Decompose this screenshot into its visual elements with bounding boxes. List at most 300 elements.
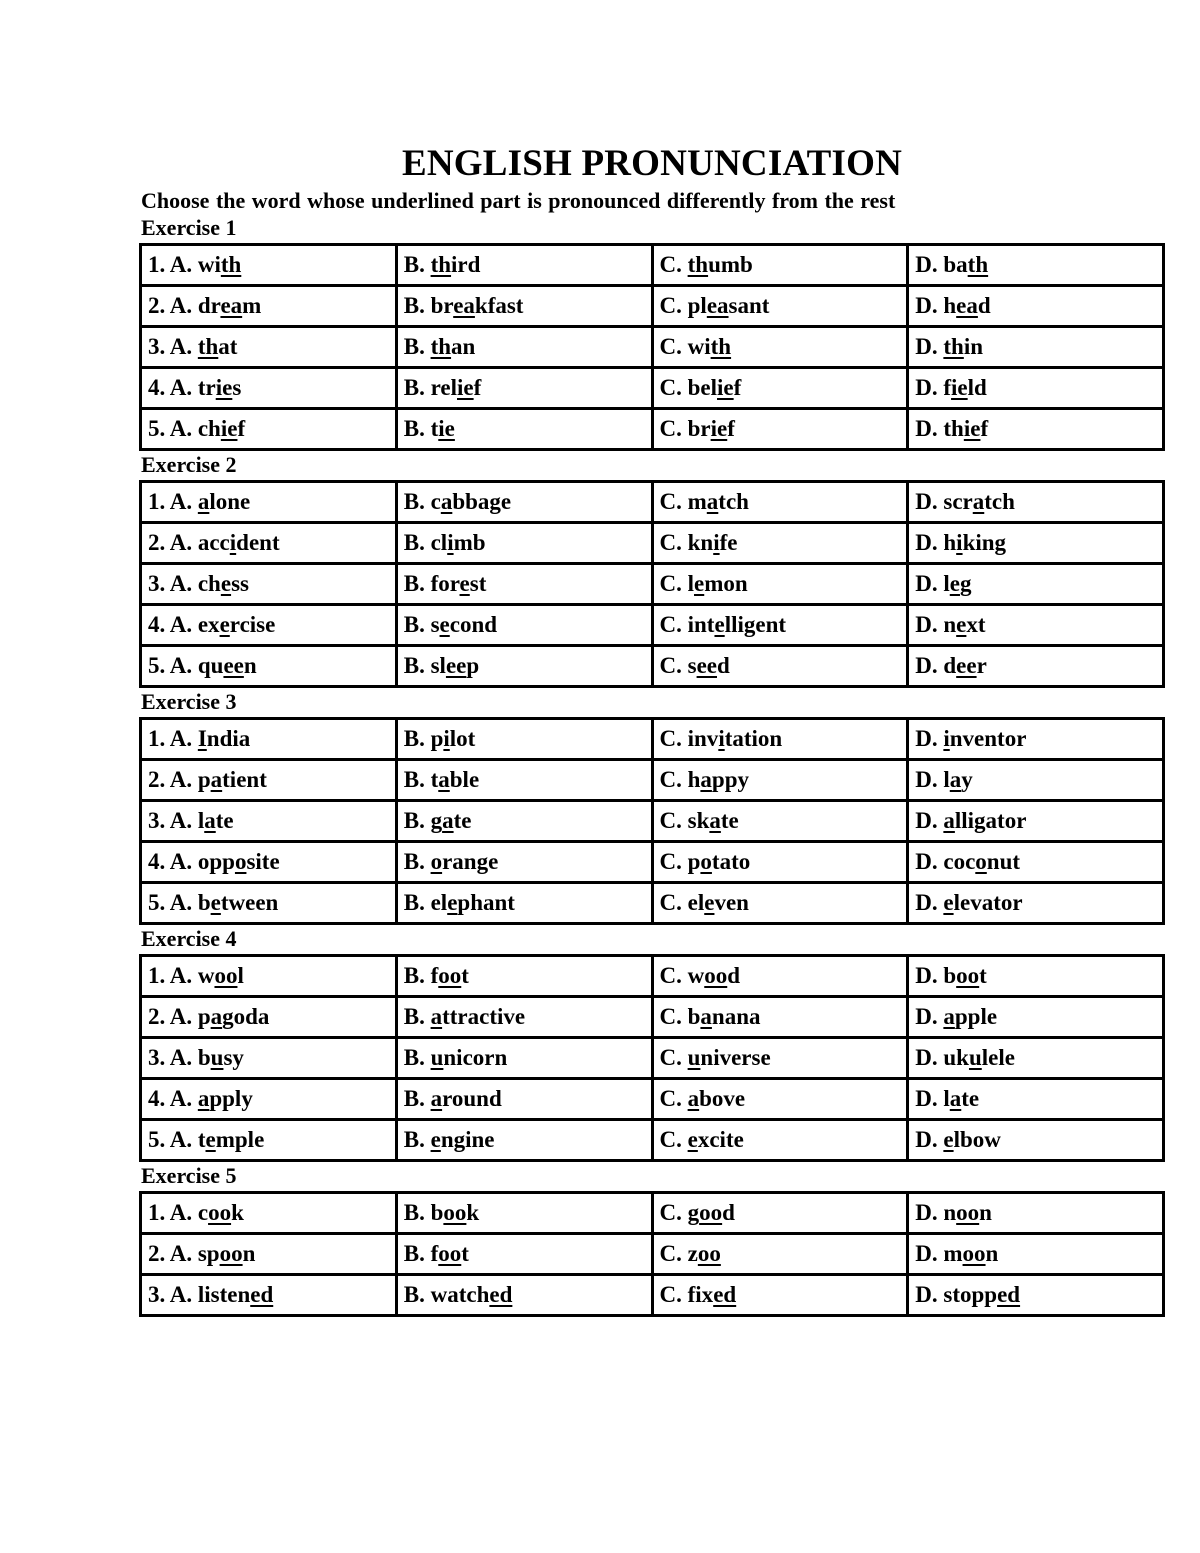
answer-option[interactable]: [396, 801, 652, 842]
answer-option[interactable]: [396, 245, 652, 286]
option-prefix: 1. A.: [148, 963, 198, 988]
word-segment: ven: [714, 890, 749, 915]
underlined-segment: ie: [963, 416, 981, 441]
answer-option[interactable]: [908, 482, 1164, 523]
answer-option[interactable]: [141, 1193, 397, 1234]
word-segment: lele: [981, 1045, 1015, 1070]
answer-option[interactable]: [652, 646, 908, 687]
underlined-segment: o: [700, 849, 712, 874]
option-prefix: C.: [659, 1086, 688, 1111]
answer-option[interactable]: [652, 245, 908, 286]
option-prefix: C.: [659, 489, 688, 514]
word-segment: m: [242, 293, 262, 318]
word-segment: lligent: [724, 612, 787, 637]
word-segment: mon: [704, 571, 748, 596]
instruction-text: Choose the word whose underlined part is pronounced differently from the rest: [141, 188, 896, 213]
underlined-segment: a: [197, 1086, 210, 1111]
option-prefix: 2. A.: [148, 1241, 198, 1266]
question-row: [141, 760, 1164, 801]
answer-option[interactable]: [908, 1275, 1164, 1316]
underlined-segment: i: [447, 530, 454, 555]
worksheet: [139, 140, 1165, 1317]
option-prefix: C.: [659, 571, 688, 596]
underlined-segment: th: [220, 252, 242, 277]
answer-option[interactable]: [908, 286, 1164, 327]
answer-option[interactable]: [908, 801, 1164, 842]
word-segment: range: [442, 849, 499, 874]
answer-option[interactable]: [396, 1038, 652, 1079]
option-prefix: D.: [915, 1241, 944, 1266]
answer-option[interactable]: [396, 327, 652, 368]
answer-option[interactable]: [908, 883, 1164, 924]
answer-option[interactable]: [141, 605, 397, 646]
option-prefix: 2. A.: [148, 767, 198, 792]
underlined-segment: a: [949, 1086, 962, 1111]
underlined-segment: a: [204, 808, 216, 833]
word-segment: tr: [197, 375, 216, 400]
answer-option[interactable]: [141, 801, 397, 842]
option-prefix: D.: [915, 767, 944, 792]
option-prefix: C.: [659, 726, 688, 751]
word-segment: tween: [220, 890, 279, 915]
option-prefix: C.: [659, 1282, 688, 1307]
underlined-segment: th: [710, 334, 732, 359]
answer-option[interactable]: [141, 286, 397, 327]
word-segment: rel: [430, 375, 457, 400]
underlined-segment: i: [229, 530, 237, 555]
word-segment: t: [430, 416, 439, 441]
answer-option[interactable]: [396, 1120, 652, 1161]
answer-option[interactable]: [396, 883, 652, 924]
word-segment: sp: [197, 1241, 220, 1266]
option-prefix: C.: [659, 1127, 688, 1152]
exercise-label: Exercise 1: [141, 215, 237, 240]
word-segment: te: [720, 808, 739, 833]
answer-option[interactable]: [652, 956, 908, 997]
option-prefix: C.: [659, 849, 688, 874]
question-row: [141, 883, 1164, 924]
word-segment: lbow: [953, 1127, 1001, 1152]
word-segment: f: [473, 375, 482, 400]
underlined-segment: a: [210, 1004, 223, 1029]
option-prefix: D.: [915, 416, 944, 441]
word-segment: opp: [197, 849, 235, 874]
underlined-segment: oo: [208, 1200, 232, 1225]
answer-option[interactable]: [908, 605, 1164, 646]
answer-option[interactable]: [141, 1120, 397, 1161]
answer-option[interactable]: [141, 409, 397, 450]
word-segment: p: [687, 849, 701, 874]
word-segment: pple: [954, 1004, 998, 1029]
option-prefix: 4. A.: [148, 612, 198, 637]
answer-option[interactable]: [141, 997, 397, 1038]
answer-option[interactable]: [652, 883, 908, 924]
word-segment: br: [430, 293, 454, 318]
exercise-label: Exercise 3: [141, 689, 237, 714]
underlined-segment: a: [709, 808, 721, 833]
answer-option[interactable]: [908, 564, 1164, 605]
word-segment: f: [430, 963, 439, 988]
exercise-table: [139, 954, 1165, 1162]
word-segment: goda: [222, 1004, 270, 1029]
option-prefix: B.: [403, 489, 431, 514]
word-segment: y: [961, 767, 973, 792]
answer-option[interactable]: [908, 842, 1164, 883]
underlined-segment: ie: [215, 375, 233, 400]
option-prefix: 4. A.: [148, 849, 198, 874]
answer-option[interactable]: [652, 1193, 908, 1234]
underlined-segment: ie: [438, 416, 455, 441]
word-segment: tch: [984, 489, 1015, 514]
word-segment: int: [687, 612, 715, 637]
question-row: [141, 1120, 1164, 1161]
question-row: [141, 1193, 1164, 1234]
word-segment: n: [243, 653, 257, 678]
option-prefix: B.: [403, 849, 431, 874]
answer-option[interactable]: [652, 523, 908, 564]
question-row: [141, 956, 1164, 997]
word-segment: ble: [449, 767, 480, 792]
underlined-segment: e: [219, 612, 230, 637]
exercise-table: [139, 717, 1165, 925]
word-segment: el: [430, 890, 448, 915]
underlined-segment: ed: [250, 1282, 274, 1307]
option-prefix: 4. A.: [148, 1086, 198, 1111]
option-prefix: B.: [403, 1045, 431, 1070]
answer-option[interactable]: [141, 368, 397, 409]
word-segment: d: [722, 1200, 735, 1225]
underlined-segment: a: [210, 767, 223, 792]
answer-option[interactable]: [652, 327, 908, 368]
word-segment: g: [959, 571, 972, 596]
word-segment: d: [977, 293, 991, 318]
answer-option[interactable]: [396, 368, 652, 409]
word-segment: listen: [197, 1282, 251, 1307]
question-row: [141, 286, 1164, 327]
option-prefix: C.: [659, 890, 688, 915]
answer-option[interactable]: [141, 1079, 397, 1120]
word-segment: s: [430, 612, 440, 637]
answer-option[interactable]: [141, 1275, 397, 1316]
answer-option[interactable]: [396, 1275, 652, 1316]
answer-option[interactable]: [908, 760, 1164, 801]
underlined-segment: th: [430, 334, 452, 359]
word-segment: for: [430, 571, 460, 596]
option-prefix: C.: [659, 1241, 688, 1266]
word-segment: sk: [687, 808, 710, 833]
underlined-segment: a: [972, 489, 985, 514]
answer-option[interactable]: [652, 605, 908, 646]
option-prefix: B.: [403, 334, 431, 359]
word-segment: mple: [215, 1127, 265, 1152]
answer-option[interactable]: [908, 997, 1164, 1038]
answer-option[interactable]: [396, 605, 652, 646]
option-prefix: B.: [403, 1282, 431, 1307]
underlined-segment: th: [430, 252, 452, 277]
word-segment: t: [197, 1127, 206, 1152]
answer-option[interactable]: [396, 1234, 652, 1275]
underlined-segment: i: [713, 530, 720, 555]
question-row: [141, 646, 1164, 687]
underlined-segment: oo: [438, 963, 462, 988]
underlined-segment: ed: [997, 1282, 1021, 1307]
answer-option[interactable]: [396, 760, 652, 801]
word-segment: sy: [223, 1045, 244, 1070]
answer-option[interactable]: [652, 719, 908, 760]
option-prefix: 3. A.: [148, 1045, 198, 1070]
answer-option[interactable]: [908, 1193, 1164, 1234]
answer-option[interactable]: [141, 842, 397, 883]
exercise-table: [139, 1191, 1165, 1317]
word-segment: uk: [943, 1045, 969, 1070]
option-prefix: 3. A.: [148, 571, 198, 596]
answer-option[interactable]: [652, 801, 908, 842]
answer-option[interactable]: [141, 327, 397, 368]
word-segment: an: [451, 334, 476, 359]
underlined-segment: a: [949, 767, 962, 792]
underlined-segment: a: [700, 767, 712, 792]
underlined-segment: u: [430, 1045, 444, 1070]
answer-option[interactable]: [652, 1079, 908, 1120]
underlined-segment: u: [968, 1045, 982, 1070]
answer-option[interactable]: [652, 1234, 908, 1275]
word-segment: ndia: [206, 726, 251, 751]
underlined-segment: e: [943, 890, 954, 915]
answer-option[interactable]: [396, 646, 652, 687]
option-prefix: B.: [403, 293, 431, 318]
option-prefix: D.: [915, 1127, 944, 1152]
answer-option[interactable]: [908, 1234, 1164, 1275]
option-prefix: D.: [915, 808, 944, 833]
underlined-segment: i: [718, 726, 725, 751]
answer-option[interactable]: [652, 482, 908, 523]
option-prefix: D.: [915, 963, 944, 988]
word-segment: w: [197, 963, 215, 988]
word-segment: wi: [687, 334, 711, 359]
underlined-segment: oo: [219, 1241, 243, 1266]
word-segment: mb: [453, 530, 486, 555]
answer-option[interactable]: [396, 286, 652, 327]
word-segment: b: [943, 963, 957, 988]
answer-option[interactable]: [652, 286, 908, 327]
option-prefix: C.: [659, 252, 688, 277]
word-segment: acc: [197, 530, 230, 555]
word-segment: pply: [209, 1086, 253, 1111]
word-segment: ird: [451, 252, 481, 277]
exercise-table: [139, 243, 1165, 451]
option-prefix: 5. A.: [148, 416, 198, 441]
underlined-segment: e: [220, 571, 232, 596]
answer-option[interactable]: [908, 646, 1164, 687]
answer-option[interactable]: [908, 245, 1164, 286]
answer-option[interactable]: [141, 482, 397, 523]
underlined-segment: ie: [710, 416, 728, 441]
underlined-segment: ed: [489, 1282, 513, 1307]
option-prefix: 1. A.: [148, 489, 198, 514]
answer-option[interactable]: [396, 842, 652, 883]
option-prefix: 5. A.: [148, 1127, 198, 1152]
option-prefix: B.: [403, 653, 431, 678]
option-prefix: C.: [659, 1004, 688, 1029]
word-segment: st: [469, 571, 487, 596]
underlined-segment: o: [975, 849, 987, 874]
word-segment: m: [943, 1241, 963, 1266]
underlined-segment: ie: [457, 375, 474, 400]
question-row: [141, 482, 1164, 523]
answer-option[interactable]: [908, 1120, 1164, 1161]
answer-option[interactable]: [908, 956, 1164, 997]
answer-option[interactable]: [396, 1193, 652, 1234]
answer-option[interactable]: [908, 719, 1164, 760]
option-prefix: B.: [403, 726, 431, 751]
word-segment: r: [976, 653, 987, 678]
word-segment: nut: [986, 849, 1021, 874]
answer-option[interactable]: [908, 327, 1164, 368]
answer-option[interactable]: [141, 523, 397, 564]
word-segment: bove: [699, 1086, 746, 1111]
answer-option[interactable]: [396, 719, 652, 760]
answer-option[interactable]: [652, 842, 908, 883]
word-segment: te: [453, 808, 472, 833]
option-prefix: 2. A.: [148, 293, 198, 318]
answer-option[interactable]: [141, 646, 397, 687]
option-prefix: C.: [659, 1045, 688, 1070]
answer-option[interactable]: [396, 523, 652, 564]
word-segment: watch: [430, 1282, 490, 1307]
answer-option[interactable]: [141, 564, 397, 605]
underlined-segment: th: [967, 252, 989, 277]
answer-option[interactable]: [141, 719, 397, 760]
word-segment: tch: [718, 489, 749, 514]
underlined-segment: th: [197, 334, 219, 359]
answer-option[interactable]: [652, 997, 908, 1038]
word-segment: in: [963, 334, 984, 359]
underlined-segment: th: [943, 334, 964, 359]
underlined-segment: e: [704, 890, 715, 915]
word-segment: lot: [449, 726, 476, 751]
answer-option[interactable]: [908, 1038, 1164, 1079]
option-prefix: D.: [915, 530, 944, 555]
word-segment: site: [246, 849, 280, 874]
question-row: [141, 1038, 1164, 1079]
answer-option[interactable]: [652, 760, 908, 801]
exercise-label: Exercise 5: [141, 1163, 237, 1188]
underlined-segment: ie: [717, 375, 734, 400]
question-row: [141, 801, 1164, 842]
answer-option[interactable]: [141, 1234, 397, 1275]
answer-option[interactable]: [908, 523, 1164, 564]
answer-option[interactable]: [652, 1120, 908, 1161]
word-segment: n: [985, 1241, 999, 1266]
option-prefix: D.: [915, 1200, 944, 1225]
answer-option[interactable]: [396, 482, 652, 523]
option-prefix: C.: [659, 963, 688, 988]
exercise-label: Exercise 2: [141, 452, 237, 477]
word-segment: xcite: [697, 1127, 744, 1152]
answer-option[interactable]: [652, 564, 908, 605]
option-prefix: C.: [659, 767, 688, 792]
word-segment: round: [442, 1086, 502, 1111]
option-prefix: 3. A.: [148, 1282, 198, 1307]
answer-option[interactable]: [908, 409, 1164, 450]
word-segment: p: [197, 767, 211, 792]
option-prefix: 2. A.: [148, 530, 198, 555]
word-segment: p: [466, 653, 480, 678]
answer-option[interactable]: [652, 1275, 908, 1316]
underlined-segment: i: [956, 530, 963, 555]
underlined-segment: i: [943, 726, 950, 751]
answer-option[interactable]: [141, 883, 397, 924]
answer-option[interactable]: [141, 760, 397, 801]
underlined-segment: u: [210, 1045, 224, 1070]
answer-option[interactable]: [652, 1038, 908, 1079]
underlined-segment: ee: [956, 653, 977, 678]
word-segment: d: [943, 653, 957, 678]
word-segment: el: [687, 890, 705, 915]
word-segment: tient: [222, 767, 267, 792]
word-segment: phant: [457, 890, 515, 915]
word-segment: s: [687, 653, 697, 678]
underlined-segment: e: [714, 612, 725, 637]
underlined-segment: a: [943, 808, 955, 833]
word-segment: b: [197, 1045, 211, 1070]
underlined-segment: ee: [223, 653, 244, 678]
option-prefix: C.: [659, 416, 688, 441]
answer-option[interactable]: [396, 564, 652, 605]
word-segment: rcise: [229, 612, 276, 637]
answer-option[interactable]: [652, 409, 908, 450]
answer-option[interactable]: [396, 956, 652, 997]
answer-option[interactable]: [141, 1038, 397, 1079]
answer-option[interactable]: [908, 368, 1164, 409]
option-prefix: B.: [403, 1127, 431, 1152]
word-segment: n: [943, 1200, 957, 1225]
underlined-segment: ie: [951, 375, 968, 400]
word-segment: nana: [711, 1004, 761, 1029]
option-prefix: C.: [659, 375, 688, 400]
word-segment: at: [218, 334, 238, 359]
underlined-segment: oo: [956, 1200, 980, 1225]
underlined-segment: u: [687, 1045, 701, 1070]
answer-option[interactable]: [908, 1079, 1164, 1120]
answer-option[interactable]: [141, 956, 397, 997]
answer-option[interactable]: [141, 245, 397, 286]
word-segment: king: [962, 530, 1007, 555]
option-prefix: B.: [403, 571, 431, 596]
underlined-segment: o: [234, 849, 247, 874]
word-segment: b: [197, 890, 211, 915]
underlined-segment: o: [430, 849, 443, 874]
answer-option[interactable]: [396, 997, 652, 1038]
answer-option[interactable]: [652, 368, 908, 409]
underlined-segment: e: [205, 1127, 216, 1152]
word-segment: umb: [708, 252, 753, 277]
word-segment: c: [430, 489, 441, 514]
question-row: [141, 1275, 1164, 1316]
option-prefix: B.: [403, 530, 431, 555]
word-segment: f: [727, 416, 735, 441]
option-prefix: D.: [915, 1045, 944, 1070]
underlined-segment: ea: [220, 293, 243, 318]
word-segment: n: [943, 612, 957, 637]
underlined-segment: ea: [956, 293, 978, 318]
option-prefix: 2. A.: [148, 1004, 198, 1029]
underlined-segment: a: [442, 808, 454, 833]
word-segment: bel: [687, 375, 718, 400]
answer-option[interactable]: [396, 409, 652, 450]
word-segment: tato: [711, 849, 751, 874]
answer-option[interactable]: [396, 1079, 652, 1120]
